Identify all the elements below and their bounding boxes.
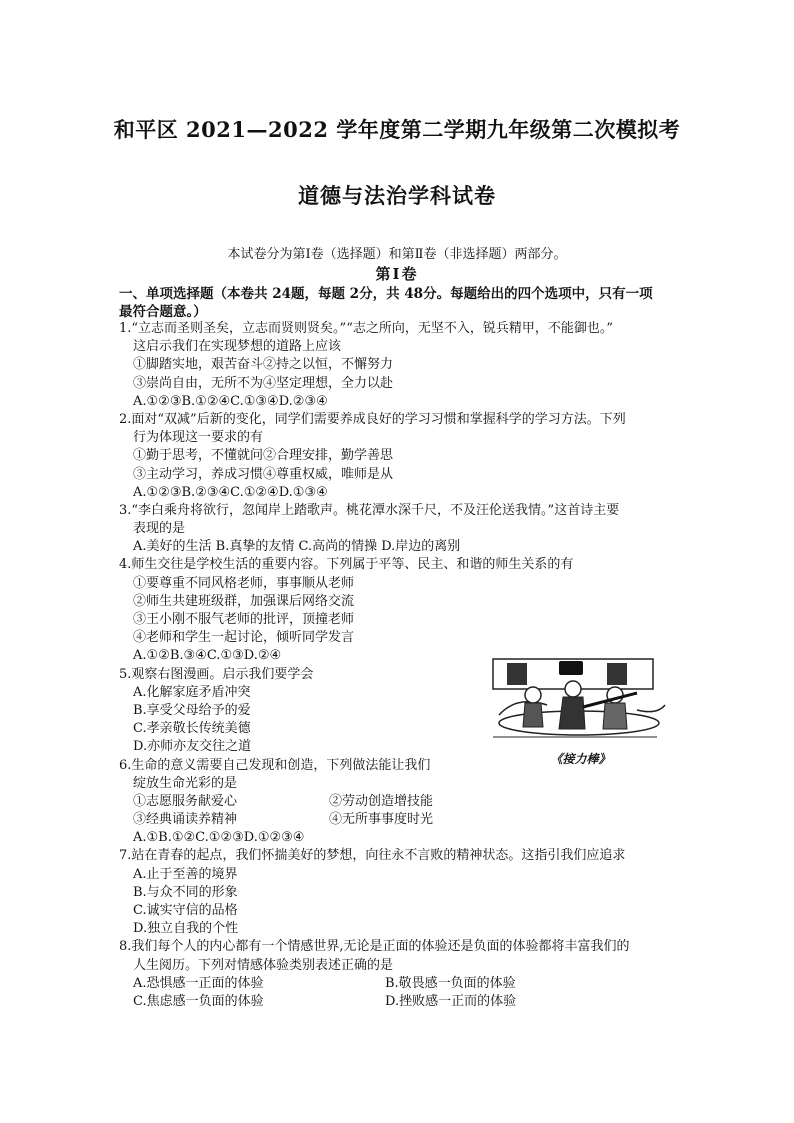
q1-answers: A.①②③B.①②④C.①③④D.②③④ <box>133 393 328 409</box>
q6-option-4: ④无所事事度时光 <box>329 812 434 828</box>
q8-options-row-1 <box>119 975 679 993</box>
section-line-1: 一、单项选择题（本卷共 24题，每题 2分，共 48分。每题给出的四个选项中，只有一项 <box>119 286 653 302</box>
q8-stem-2: 人生阅历。下列对情感体验类别表述正确的是 <box>133 957 394 973</box>
q3-stem-1: 3.“李白乘舟将欲行，忽闻岸上踏歌声。桃花潭水深千尺，不及汪伦送我情。”这首诗主要 <box>119 502 620 518</box>
q6-stem-1: 6.生命的意义需要自己发现和创造，下列做法能让我们 <box>119 757 431 773</box>
q2-answers: A.①②③B.②③④C.①②④D.①③④ <box>133 484 328 500</box>
volume-heading: 第Ⅰ卷 <box>375 265 419 283</box>
q1-option-1: ①脚踏实地，艰苦奋斗②持之以恒，不懈努力 <box>133 357 394 373</box>
q2-option-2: ③主动学习，养成习惯④尊重权威，唯师是从 <box>133 466 394 482</box>
q6-option-1: ①志愿服务献爱心 <box>133 793 238 809</box>
q6-options-row-2 <box>119 811 679 829</box>
q5-option-b: B.享受父母给予的爱 <box>133 702 251 718</box>
q5-stem-1: 5.观察右图漫画。启示我们要学会 <box>119 666 314 682</box>
q2-stem-1: 2.面对“双减”后新的变化，同学们需要养成良好的学习习惯和掌握科学的学习方法。下列 <box>119 411 626 427</box>
section-line-2: 最符合题意。） <box>119 304 207 320</box>
q4-option-4: ④老师和学生一起讨论，倾听同学发言 <box>133 630 355 646</box>
q3-answers: A.美好的生活 B.真挚的友情 C.高尚的情操 D.岸边的离别 <box>133 539 461 555</box>
q1-stem-2: 这启示我们在实现梦想的道路上应该 <box>133 339 342 355</box>
q7-stem-1: 7.站在青春的起点，我们怀揣美好的梦想，向往永不言败的精神状态。这指引我们应追求 <box>119 848 626 864</box>
q5-option-a: A.化解家庭矛盾冲突 <box>133 684 251 700</box>
q5-option-c: C.孝亲敬长传统美德 <box>133 721 251 737</box>
q8-stem-1: 8.我们每个人的内心都有一个情感世界,无论是正面的体验还是负面的体验都将丰富我们的 <box>119 939 630 955</box>
q2-stem-2: 行为体现这一要求的有 <box>133 430 264 446</box>
q8-option-c: C.焦虑感一负面的体验 <box>133 993 264 1009</box>
q2-option-1: ①勤于思考，不懂就问②合理安排，勤学善思 <box>133 448 394 464</box>
q6-stem-2: 绽放生命光彩的是 <box>133 775 238 791</box>
q4-option-3: ③王小刚不服气老师的批评，顶撞老师 <box>133 612 355 627</box>
q8-options-row-2 <box>119 993 679 1011</box>
q4-option-1: ①要尊重不同风格老师，事事顺从老师 <box>133 575 355 591</box>
exam-intro: 本试卷分为第Ⅰ卷（选择题）和第Ⅱ卷（非选择题）两部分。 <box>227 247 567 262</box>
q4-option-2: ②师生共建班级群，加强课后网络交流 <box>133 593 355 609</box>
q5-option-d: D.亦师亦友交往之道 <box>133 739 252 755</box>
q7-option-d: D.独立自我的个性 <box>133 921 239 937</box>
q7-option-c: C.诚实守信的品格 <box>133 903 238 918</box>
figure-caption: 《接力棒》 <box>550 752 611 766</box>
q1-stem-1: 1.“立志而圣则圣矣，立志而贤则贤矣。”“志之所向，无坚不入，锐兵精甲，不能御也。” <box>119 321 613 336</box>
q8-option-d: D.挫败感一正而的体验 <box>385 993 517 1009</box>
relay-baton-cartoon <box>487 655 674 745</box>
exam-subtitle: 道德与法治学科试卷 <box>298 183 496 208</box>
q6-answers: A.①B.①②C.①②③D.①②③④ <box>133 830 305 846</box>
q7-option-a: A.止于至善的境界 <box>133 866 238 882</box>
q6-option-2: ②劳动创造增技能 <box>329 793 434 809</box>
section-heading <box>119 285 679 321</box>
q6-option-3: ③经典诵读养精神 <box>133 812 238 828</box>
q7-option-b: B.与众不同的形象 <box>133 884 238 900</box>
q1-option-2: ③崇尚自由，无所不为④坚定理想，全力以赴 <box>133 375 394 391</box>
q8-option-a: A.恐惧感一正面的体验 <box>133 975 264 991</box>
q8-option-b: B.敬畏感一负面的体验 <box>385 975 516 991</box>
q4-stem-1: 4.师生交往是学校生活的重要内容。下列属于平等、民主、和谐的师生关系的有 <box>119 557 574 573</box>
exam-title: 和平区 2021—2022 学年度第二学期九年级第二次模拟考 <box>113 117 681 142</box>
q3-stem-2: 表现的是 <box>133 521 186 537</box>
q4-answers: A.①②B.③④C.①③D.②④ <box>133 648 282 664</box>
q6-options-row-1 <box>119 793 679 811</box>
